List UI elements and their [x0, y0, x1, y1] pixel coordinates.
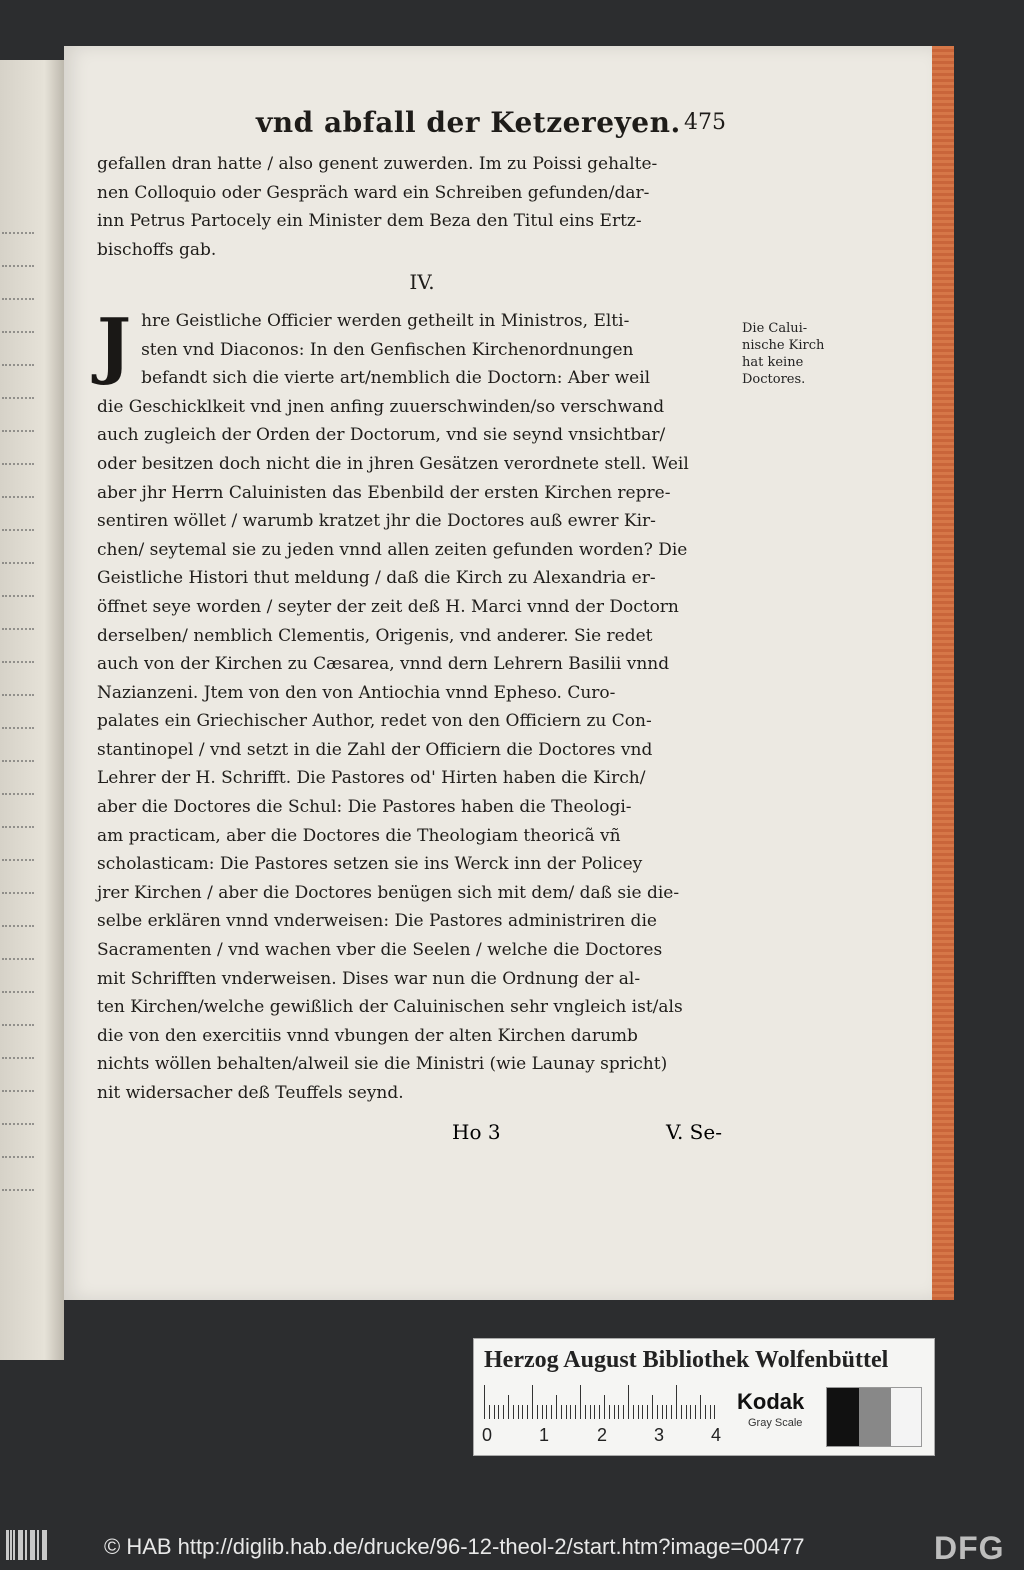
ruler-tick	[590, 1405, 591, 1419]
body-text	[97, 150, 747, 1108]
ruler-tick	[695, 1405, 696, 1419]
barcode-bar	[37, 1530, 39, 1560]
section-number: IV.	[409, 270, 435, 295]
ruler-tick	[628, 1385, 629, 1419]
marginal-line: nische Kirch	[742, 338, 825, 353]
library-name: Herzog August Bibliothek Wolfenbüttel	[484, 1347, 889, 1373]
ruler-tick	[527, 1405, 528, 1419]
ruler-tick	[594, 1405, 595, 1419]
text-line: nen Colloquio oder Gespräch ward ein Schreiben gefunden/dar-	[97, 182, 650, 203]
ruler-tick	[623, 1405, 624, 1419]
ruler-tick	[671, 1405, 672, 1419]
catchword: V. Se-	[666, 1120, 722, 1144]
red-page-edge	[932, 46, 954, 1300]
marginal-line: Doctores.	[742, 372, 806, 387]
credit-url[interactable]: © HAB http://diglib.hab.de/drucke/96-12-theol-2/start.htm?image=00477	[104, 1534, 805, 1559]
ruler-tick	[489, 1405, 490, 1419]
ruler-tick	[662, 1405, 663, 1419]
text-line: bischoffs gab.	[97, 239, 217, 260]
page-footer-line	[64, 1120, 934, 1150]
text-line: ten Kirchen/welche gewißlich der Caluinischen sehr vngleich ist/als	[97, 997, 683, 1018]
scale-ruler	[484, 1385, 724, 1419]
text-line: Nazianzeni. Jtem von den von Antiochia vnnd Epheso. Curo-	[97, 682, 616, 703]
text-line: Geistliche Histori thut meldung / daß die Kirch zu Alexandria er-	[97, 568, 656, 589]
ruler-tick	[642, 1405, 643, 1419]
running-head	[64, 104, 934, 144]
swatch-white	[891, 1388, 921, 1446]
text-line: öffnet seye worden / seyter der zeit deß H. Marci vnnd der Doctorn	[97, 596, 679, 617]
ruler-tick	[604, 1395, 605, 1419]
ruler-tick	[556, 1395, 557, 1419]
ruler-tick	[546, 1405, 547, 1419]
page-number: 475	[684, 110, 726, 135]
ruler-tick	[710, 1405, 711, 1419]
ruler-tick	[561, 1405, 562, 1419]
ruler-tick	[575, 1405, 576, 1419]
ruler-tick	[714, 1405, 715, 1419]
ruler-number: 1	[539, 1425, 550, 1445]
gray-swatches	[826, 1387, 922, 1447]
swatch-gray	[859, 1388, 891, 1446]
viewer-footer	[0, 1528, 1024, 1570]
ruler-tick	[551, 1405, 552, 1419]
ruler-tick	[690, 1405, 691, 1419]
text-line: selbe erklären vnnd vnderweisen: Die Pastores administriren die	[97, 911, 657, 932]
ruler-tick	[518, 1405, 519, 1419]
ruler-tick	[513, 1405, 514, 1419]
running-head-title: vnd abfall der Ketzereyen.	[256, 106, 681, 139]
barcode-bar	[21, 1530, 23, 1560]
ruler-number: 4	[711, 1425, 722, 1445]
ruler-tick	[484, 1385, 485, 1419]
ruler-number: 3	[654, 1425, 665, 1445]
text-line: aber die Doctores die Schul: Die Pastores haben die Theologi-	[97, 797, 632, 818]
text-line: Lehrer der H. Schrifft. Die Pastores od' Hirten haben die Kirch/	[97, 768, 646, 789]
text-line: Sacramenten / vnd wachen vber die Seelen / welche die Doctores	[97, 940, 663, 961]
marginal-line: hat keine	[742, 355, 804, 370]
dfg-logo: DFG	[934, 1530, 1005, 1566]
ruler-tick	[542, 1405, 543, 1419]
ruler-tick	[638, 1405, 639, 1419]
barcode-bar	[25, 1530, 27, 1560]
text-line: am practicam, aber die Doctores die Theologiam theoricã vñ	[97, 825, 621, 846]
text-line: sentiren wöllet / warumb kratzet jhr die Doctores auß ewrer Kir-	[97, 511, 656, 532]
ruler-tick	[652, 1395, 653, 1419]
ruler-tick	[585, 1405, 586, 1419]
ruler-tick	[614, 1405, 615, 1419]
ruler-tick	[503, 1405, 504, 1419]
ruler-tick	[580, 1385, 581, 1419]
signature-mark: Ho 3	[452, 1120, 501, 1144]
text-line: hre Geistliche Officier werden getheilt in Ministros, Elti-	[141, 310, 630, 331]
book-page	[64, 46, 934, 1300]
barcode-bar	[6, 1530, 9, 1560]
marginal-note	[742, 320, 842, 388]
text-line: befandt sich die vierte art/nemblich die Doctorn: Aber weil	[141, 368, 651, 389]
drop-initial: J	[97, 301, 132, 387]
text-line: palates ein Griechischer Author, redet von den Officiern zu Con-	[97, 711, 652, 732]
text-line: derselben/ nemblich Clementis, Origenis, vnd anderer. Sie redet	[97, 625, 653, 646]
previous-page-text-fragments	[2, 210, 42, 1200]
text-line: sten vnd Diaconos: In den Genfischen Kirchenordnungen	[141, 339, 634, 360]
text-line: jrer Kirchen / aber die Doctores benügen sich mit dem/ daß sie die-	[97, 882, 680, 903]
ruler-tick	[498, 1405, 499, 1419]
ruler-tick	[681, 1405, 682, 1419]
ruler-tick	[537, 1405, 538, 1419]
text-line: die Geschicklkeit vnd jnen anfing zuuerschwinden/so verschwand	[97, 396, 665, 417]
text-line: stantinopel / vnd setzt in die Zahl der Officiern die Doctores vnd	[97, 739, 653, 760]
text-line: mit Schrifften vnderweisen. Dises war nun die Ordnung der al-	[97, 968, 641, 989]
text-line: nit widersacher deß Teuffels seynd.	[97, 1083, 404, 1103]
ruler-tick	[566, 1405, 567, 1419]
text-line: chen/ seytemal sie zu jeden vnnd allen zeiten gefunden worden? Die	[97, 539, 688, 560]
ruler-tick	[686, 1405, 687, 1419]
barcode-bar	[33, 1530, 35, 1560]
ruler-tick	[618, 1405, 619, 1419]
ruler-tick	[494, 1405, 495, 1419]
barcode-bar	[10, 1530, 12, 1560]
text-line: die von den exercitiis vnnd vbungen der alten Kirchen darumb	[97, 1025, 638, 1046]
ruler-number: 2	[597, 1425, 608, 1445]
paragraph-top	[97, 150, 747, 264]
kodak-logo: Kodak	[737, 1389, 805, 1414]
ruler-tick	[633, 1405, 634, 1419]
text-line: scholasticam: Die Pastores setzen sie ins Werck inn der Policey	[97, 854, 643, 875]
ruler-tick	[705, 1405, 706, 1419]
marginal-line: Die Calui-	[742, 321, 808, 336]
text-line: oder besitzen doch nicht die in jhren Gesätzen verordnete stell. Weil	[97, 453, 689, 474]
ruler-tick	[666, 1405, 667, 1419]
text-line: aber jhr Herrn Caluinisten das Ebenbild der ersten Kirchen repre-	[97, 482, 671, 503]
paragraph-main	[97, 301, 747, 1108]
text-line: nichts wöllen behalten/alweil sie die Ministri (wie Launay spricht)	[97, 1054, 668, 1075]
previous-page-edge	[0, 60, 64, 1360]
gray-scale-label: Gray Scale	[748, 1417, 803, 1429]
ruler-tick	[532, 1385, 533, 1419]
text-line: auch von der Kirchen zu Cæsarea, vnnd dern Lehrern Basilii vnnd	[97, 654, 670, 675]
barcode-bar	[13, 1530, 15, 1560]
ruler-tick	[657, 1405, 658, 1419]
ruler-tick	[609, 1405, 610, 1419]
barcode-bar	[45, 1530, 47, 1560]
ruler-tick	[599, 1405, 600, 1419]
ruler-tick	[570, 1405, 571, 1419]
library-color-card	[473, 1338, 935, 1456]
ruler-tick	[522, 1405, 523, 1419]
ruler-number: 0	[482, 1425, 493, 1445]
ruler-numbers	[474, 1425, 734, 1449]
ruler-tick	[676, 1385, 677, 1419]
swatch-black	[827, 1388, 859, 1446]
text-line: inn Petrus Partocely ein Minister dem Beza den Titul eins Ertz-	[97, 211, 642, 232]
ruler-tick	[647, 1405, 648, 1419]
ruler-tick	[700, 1395, 701, 1419]
hab-barcode-icon	[6, 1530, 50, 1560]
ruler-tick	[508, 1395, 509, 1419]
text-line: auch zugleich der Orden der Doctorum, vnd sie seynd vnsichtbar/	[97, 425, 666, 446]
text-line: gefallen dran hatte / also genent zuwerden. Im zu Poissi gehalte-	[97, 154, 658, 174]
